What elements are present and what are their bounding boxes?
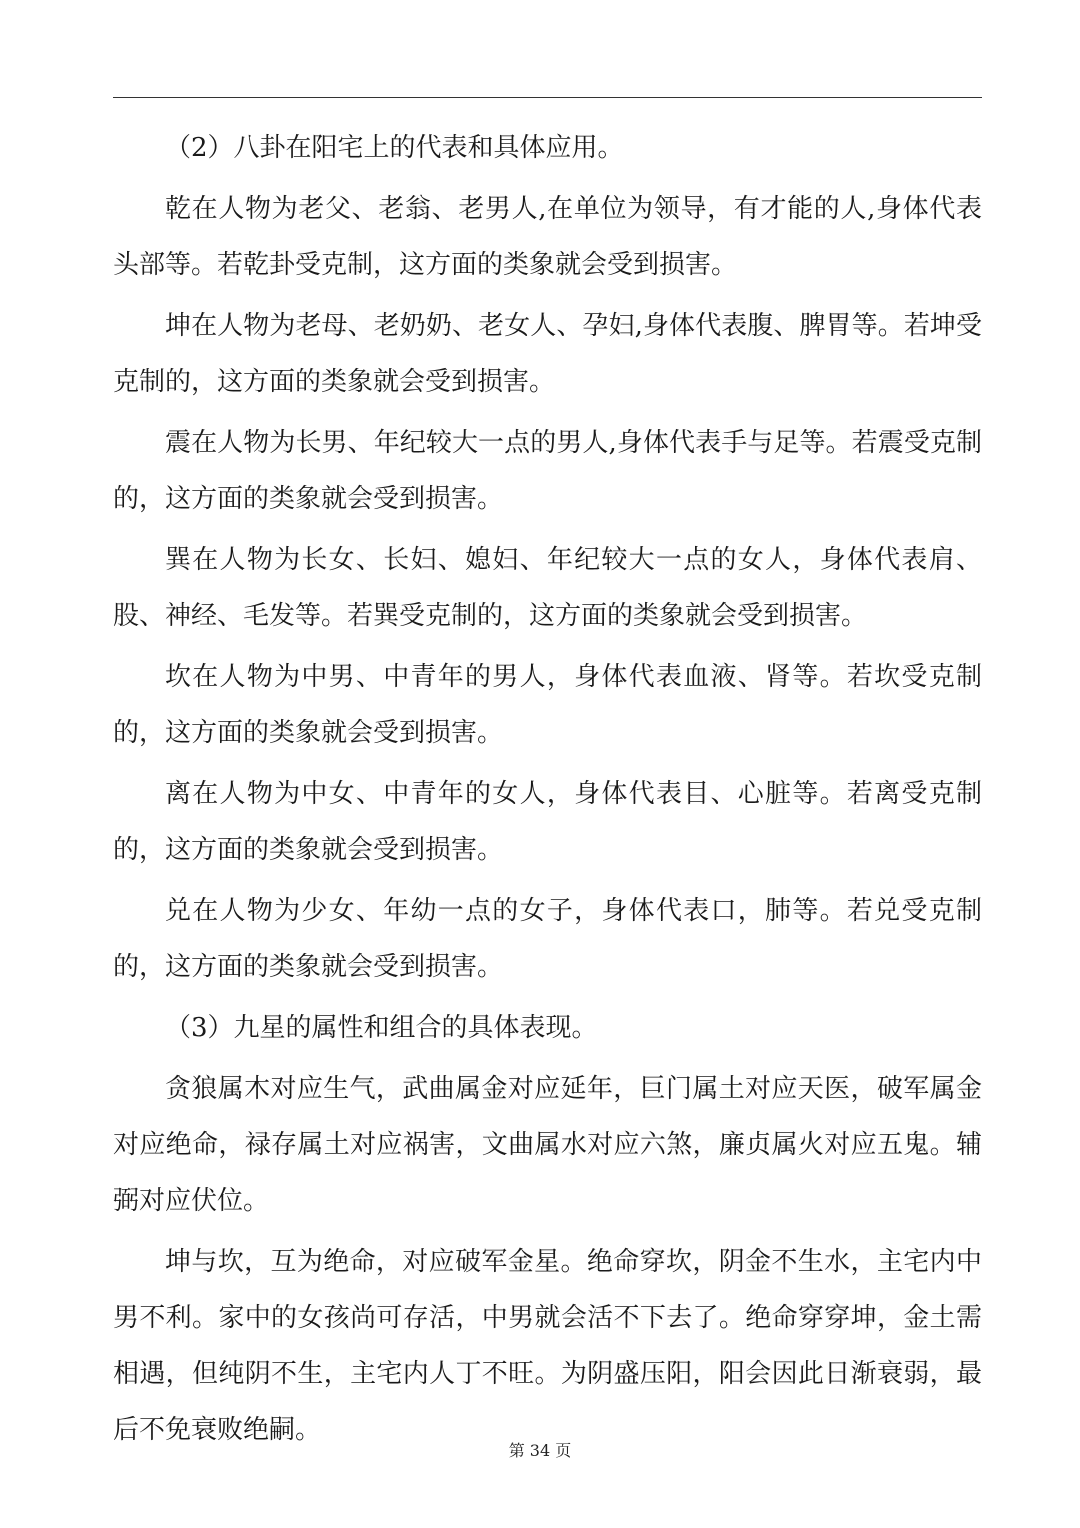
section-heading: （3）九星的属性和组合的具体表现。	[165, 1013, 598, 1043]
paragraph-kun-kan: 坤与坎，互为绝命，对应破军金星。绝命穿坎，阴金不生水，主宅内中男不利。家中的女孩尚可存活，中男就会活不下去了。绝命穿穿坤，金土需相遇，但纯阴不生，主宅内人丁不旺。为阴盛压阳，阳会因此日渐衰弱，最后不免衰败绝嗣。	[113, 1247, 982, 1445]
header-rule	[113, 97, 982, 98]
paragraph-li: 离在人物为中女、中青年的女人，身体代表目、心脏等。若离受克制的，这方面的类象就会受到损害。	[113, 779, 982, 865]
section-heading: （2）八卦在阳宅上的代表和具体应用。	[165, 133, 624, 163]
paragraph-kan: 坎在人物为中男、中青年的男人，身体代表血液、肾等。若坎受克制的，这方面的类象就会受到损害。	[113, 662, 982, 748]
paragraph-xun: 巽在人物为长女、长妇、媳妇、年纪较大一点的女人，身体代表肩、股、神经、毛发等。若巽受克制的，这方面的类象就会受到损害。	[113, 545, 982, 631]
paragraph-dui: 兑在人物为少女、年幼一点的女子，身体代表口，肺等。若兑受克制的，这方面的类象就会受到损害。	[113, 896, 982, 982]
page-number: 第 34 页	[508, 1441, 572, 1460]
paragraph-zhen: 震在人物为长男、年纪较大一点的男人,身体代表手与足等。若震受克制的，这方面的类象就会受到损害。	[113, 428, 982, 514]
paragraph-kun: 坤在人物为老母、老奶奶、老女人、孕妇,身体代表腹、脾胃等。若坤受克制的，这方面的类象就会受到损害。	[113, 311, 982, 397]
paragraph-nine-stars: 贪狼属木对应生气，武曲属金对应延年，巨门属土对应天医，破军属金对应绝命，禄存属土对应祸害，文曲属水对应六煞，廉贞属火对应五鬼。辅弼对应伏位。	[113, 1074, 982, 1216]
page-body	[113, 120, 982, 1463]
paragraph-qian: 乾在人物为老父、老翁、老男人,在单位为领导，有才能的人,身体代表头部等。若乾卦受克制，这方面的类象就会受到损害。	[113, 194, 982, 280]
